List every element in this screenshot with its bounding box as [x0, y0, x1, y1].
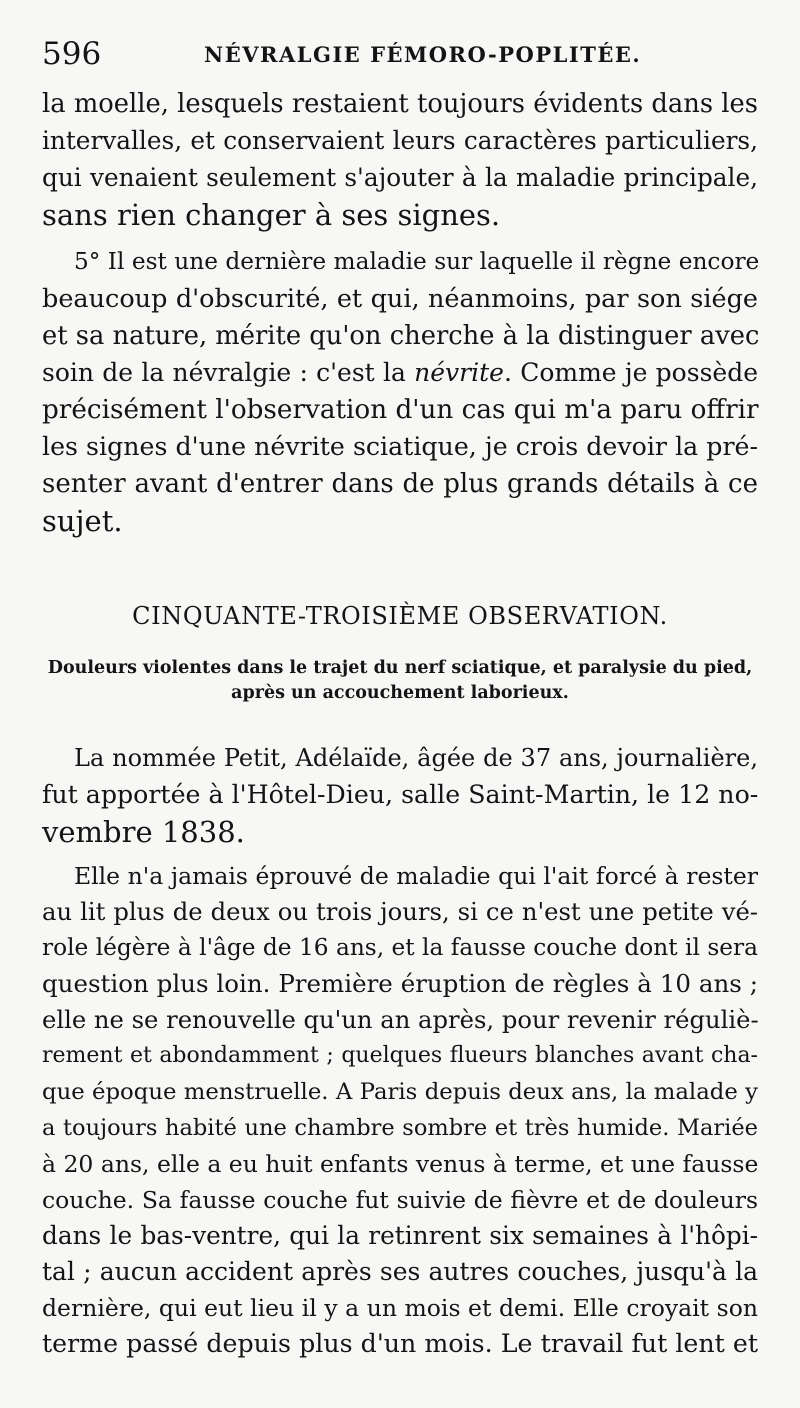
body-line: que époque menstruelle. A Paris depuis deux ans, la malade y [42, 1079, 758, 1105]
body-line: dernière, qui eut lieu il y a un mois et demi. Elle croyait son [42, 1294, 758, 1322]
text-run: . Comme je possède [503, 358, 758, 387]
body-line: rement et abondamment ; quelques flueurs blanches avant cha- [42, 1043, 758, 1068]
body-line: et sa nature, mérite qu'on cherche à la distinguer avec [42, 321, 760, 351]
observation-summary: Douleurs violentes dans le trajet du nerf sciatique, et paralysie du pied, [47, 658, 753, 678]
body-line: vembre 1838. [42, 815, 245, 849]
body-line: La nommée Petit, Adélaïde, âgée de 37 ans, journalière, [74, 744, 758, 772]
italic-term: névrite [414, 358, 504, 387]
body-line: elle ne se renouvelle qu'un an après, pour revenir réguliè- [42, 1005, 759, 1034]
body-line: tal ; aucun accident après ses autres couches, jusqu'à la [42, 1257, 758, 1286]
body-line: la moelle, lesquels restaient toujours évidents dans les [42, 89, 758, 119]
page-number: 596 [42, 36, 102, 72]
text-run: soin de la névralgie : c'est la [42, 358, 415, 387]
body-line: Elle n'a jamais éprouvé de maladie qui l'ait forcé à rester [74, 862, 758, 890]
body-line: beaucoup d'obscurité, et qui, néanmoins, par son siége [42, 284, 758, 314]
page-header [42, 34, 758, 74]
body-line: fut apportée à l'Hôtel-Dieu, salle Saint-Martin, le 12 no- [42, 780, 759, 809]
body-line: à 20 ans, elle a eu huit enfants venus à terme, et une fausse [42, 1150, 759, 1178]
body-line: terme passé depuis plus d'un mois. Le travail fut lent et [42, 1329, 758, 1358]
body-line: qui venaient seulement s'ajouter à la maladie principale, [42, 163, 758, 192]
body-line: au lit plus de deux ou trois jours, si ce n'est une petite vé- [42, 897, 758, 926]
observation-summary: après un accouchement laborieux. [231, 683, 569, 703]
body-line [42, 355, 758, 391]
body-line: senter avant d'entrer dans de plus grands détails à ce [42, 469, 758, 499]
running-title: NÉVRALGIE FÉMORO-POPLITÉE. [204, 42, 642, 67]
body-line: les signes d'une névrite sciatique, je crois devoir la pré- [42, 432, 758, 461]
body-line: précisément l'observation d'un cas qui m'a paru offrir [42, 395, 759, 425]
body-line: question plus loin. Première éruption de règles à 10 ans ; [42, 969, 758, 998]
body-line: dans le bas-ventre, qui la retinrent six semaines à l'hôpi- [42, 1221, 758, 1250]
body-line: role légère à l'âge de 16 ans, et la fausse couche dont il sera [42, 934, 758, 961]
body-line: intervalles, et conservaient leurs caractères particuliers, [42, 126, 758, 155]
body-line: 5° Il est une dernière maladie sur laquelle il règne encore [74, 248, 760, 275]
body-line: sans rien changer à ses signes. [42, 198, 501, 232]
body-line: sujet. [42, 504, 123, 538]
body-line: a toujours habité une chambre sombre et très humide. Mariée [42, 1115, 758, 1141]
observation-title: CINQUANTE-TROISIÈME OBSERVATION. [132, 602, 668, 630]
body-line: couche. Sa fausse couche fut suivie de fièvre et de douleurs [42, 1186, 758, 1214]
